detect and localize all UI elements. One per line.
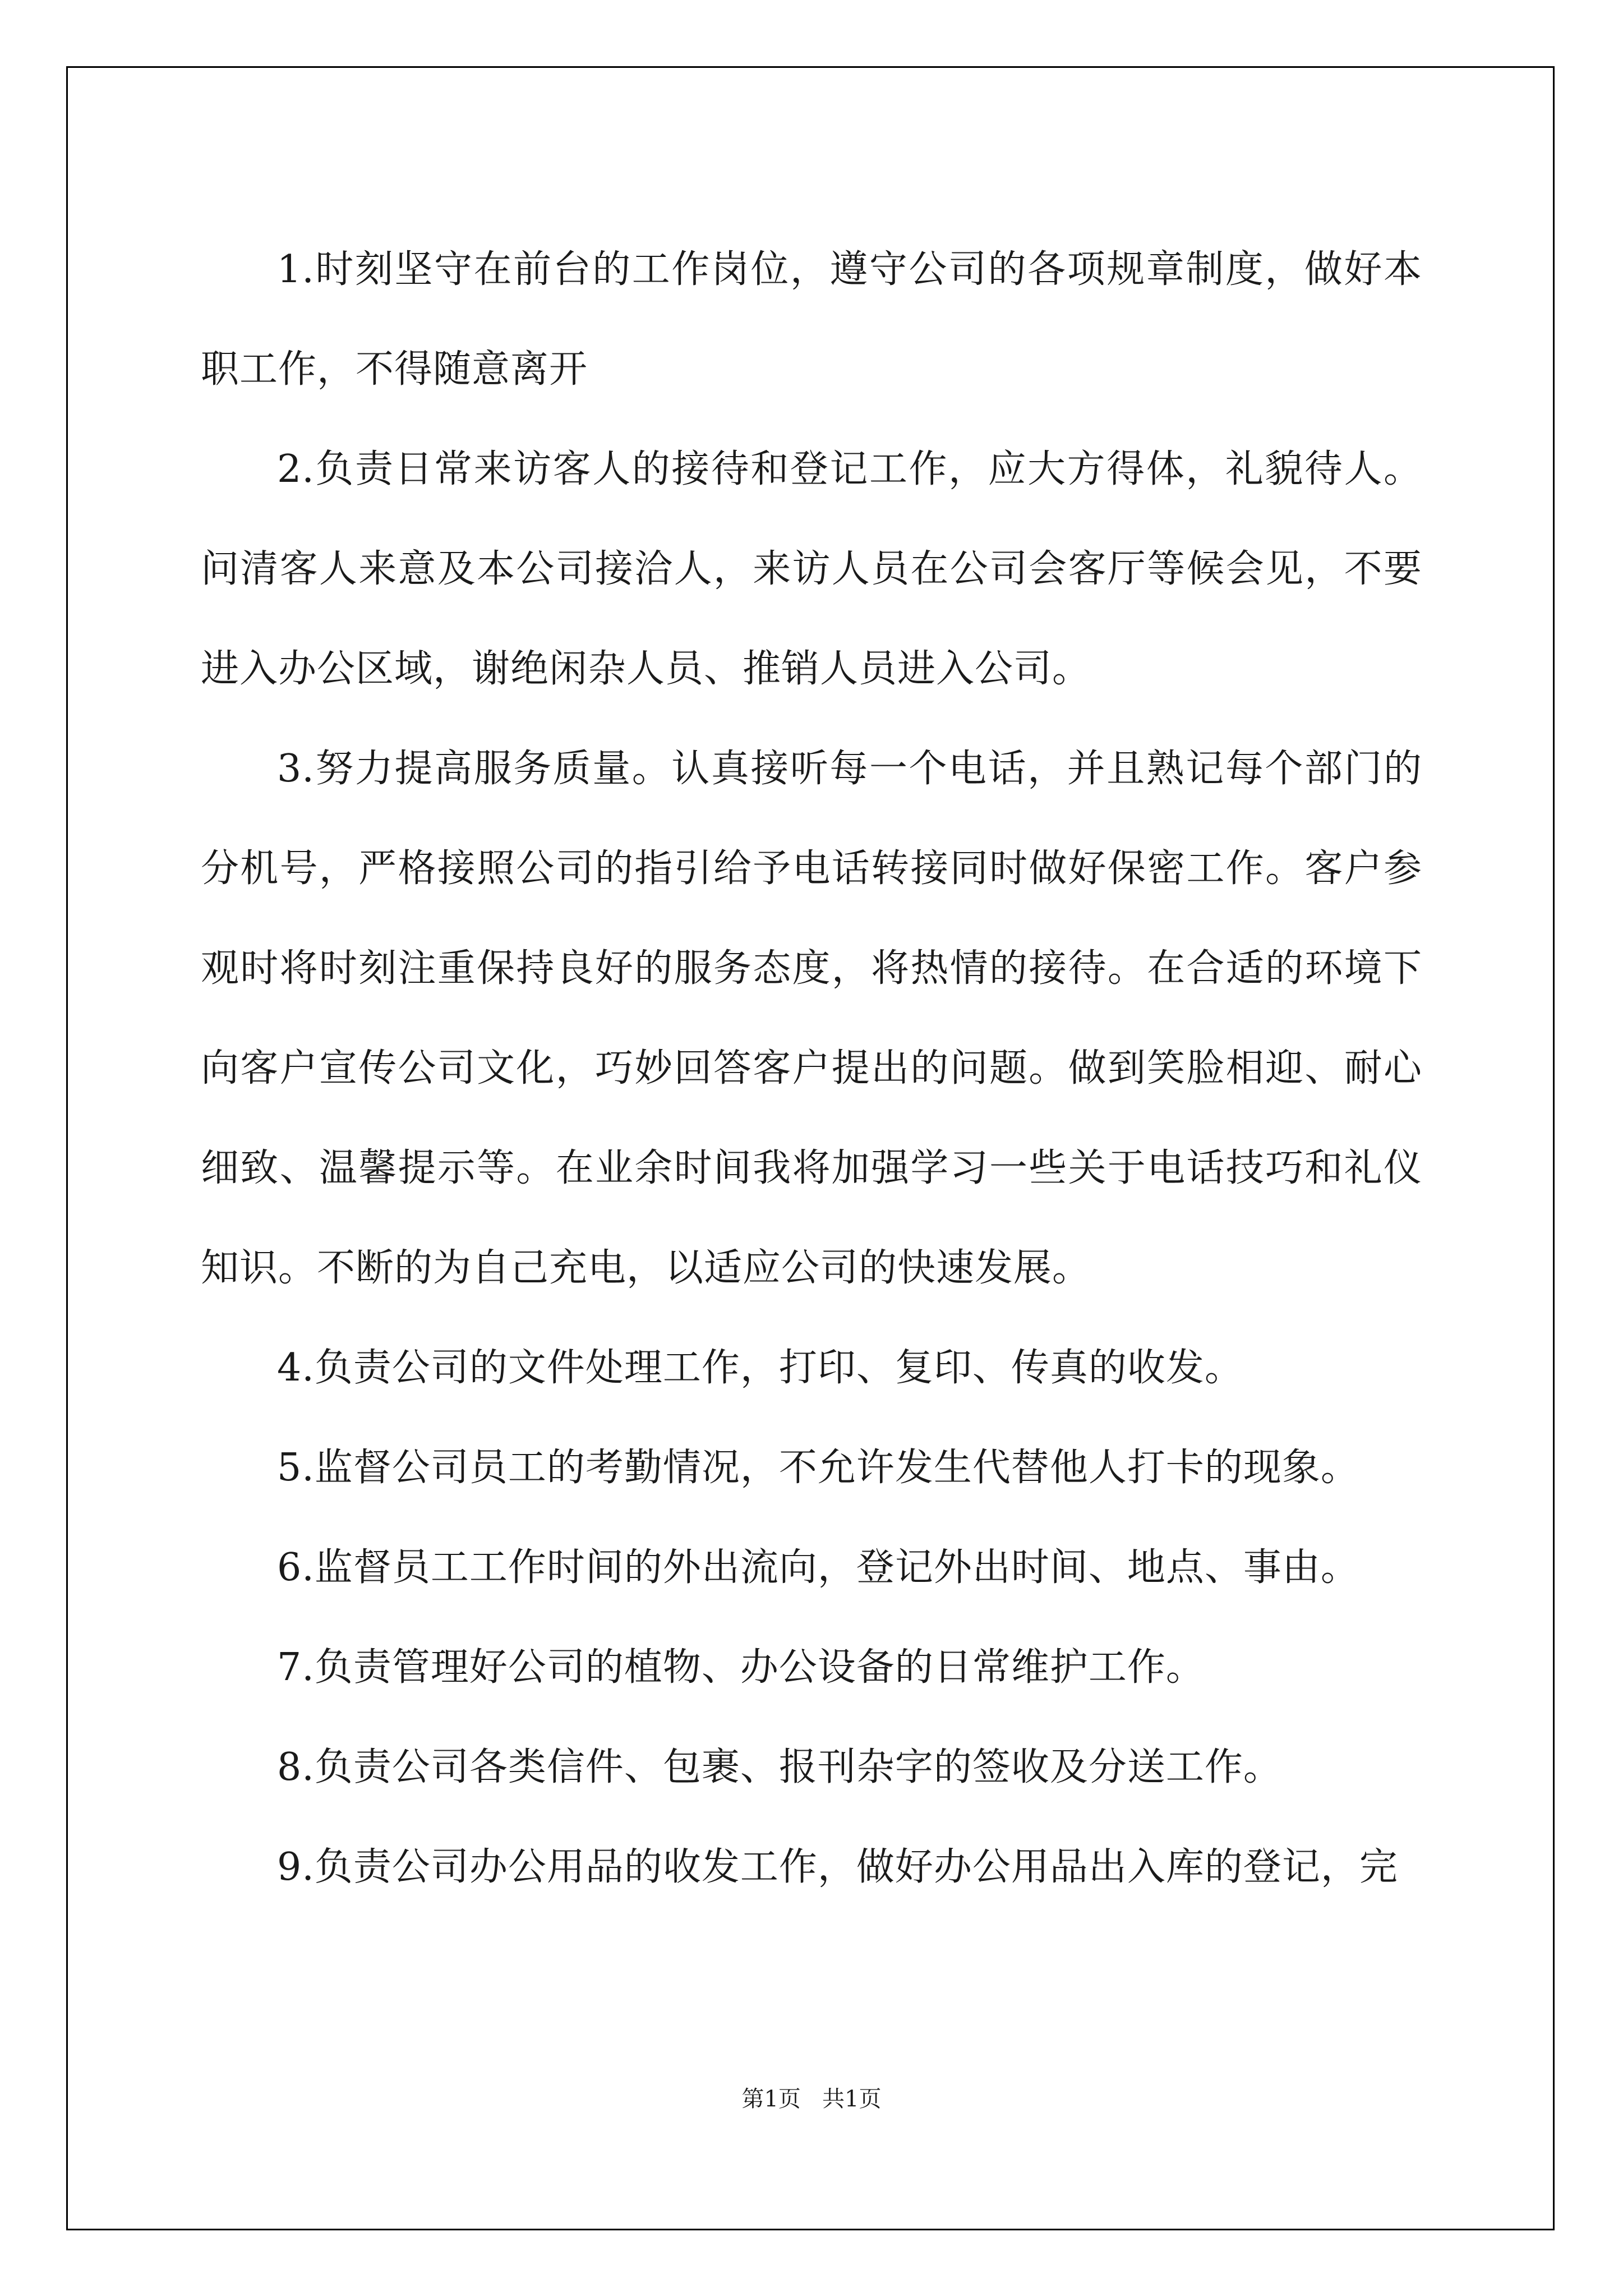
paragraph-4: 4.负责公司的文件处理工作，打印、复印、传真的收发。 bbox=[277, 1346, 1243, 1390]
paragraph-3: 3.努力提高服务质量。认真接听每一个电话，并且熟记每个部门的分机号，严格接照公司的指引给予电话转接同时做好保密工作。客户参观时将时刻注重保持良好的服务态度，将热情的接待。在合适的环境下向客户宣传公司文化，巧妙回答客户提出的问题。做到笑脸相迎、耐心细致、温馨提示等。在业余时间我将加强学习一些关于电话技巧和礼仪知识。不断的为自己充电，以适应公司的快速发展。 bbox=[201, 747, 1422, 1290]
document-body bbox=[201, 220, 1422, 1917]
page-number-footer: 第1页 共1页 bbox=[741, 2086, 882, 2112]
paragraph-7: 7.负责管理好公司的植物、办公设备的日常维护工作。 bbox=[277, 1645, 1205, 1690]
paragraph-5: 5.监督公司员工的考勤情况，不允许发生代替他人打卡的现象。 bbox=[277, 1446, 1359, 1490]
paragraph-9: 9.负责公司办公用品的收发工作，做好办公用品出入库的登记，完 bbox=[277, 1845, 1398, 1889]
paragraph-1: 1.时刻坚守在前台的工作岗位，遵守公司的各项规章制度，做好本职工作，不得随意离开 bbox=[201, 247, 1422, 392]
paragraph-6: 6.监督员工工作时间的外出流向，登记外出时间、地点、事由。 bbox=[277, 1545, 1359, 1590]
paragraph-2: 2.负责日常来访客人的接待和登记工作，应大方得体，礼貌待人。问清客人来意及本公司接洽人，来访人员在公司会客厅等候会见，不要进入办公区域，谢绝闲杂人员、推销人员进入公司。 bbox=[201, 447, 1422, 691]
paragraph-8: 8.负责公司各类信件、包裹、报刊杂字的签收及分送工作。 bbox=[277, 1745, 1282, 1789]
